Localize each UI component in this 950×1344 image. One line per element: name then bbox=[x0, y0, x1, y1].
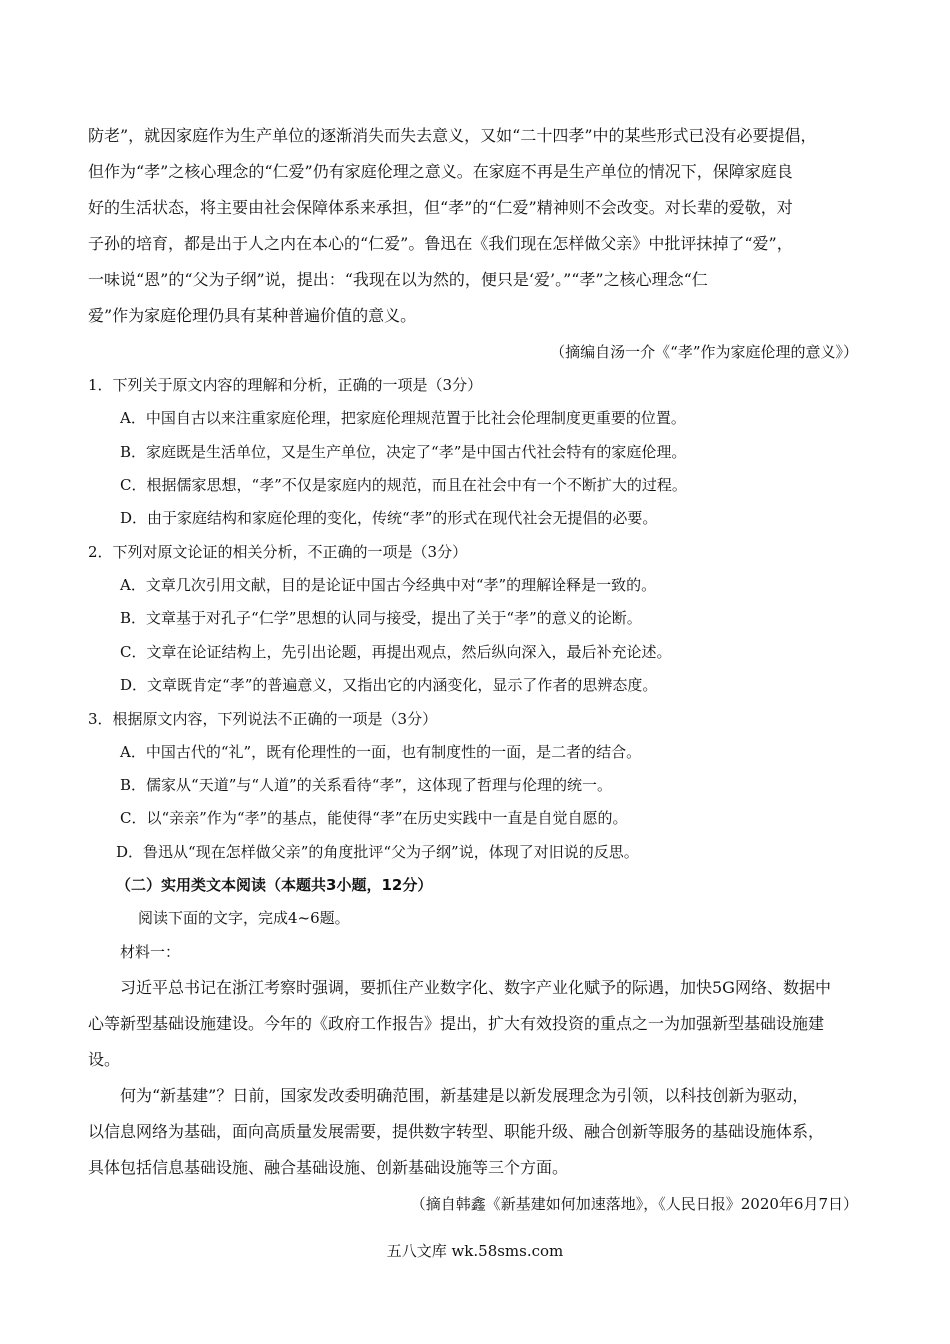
material-paragraph-line: 心等新型基础设施建设。今年的《政府工作报告》提出，扩大有效投资的重点之一为加强新型基础设施建 bbox=[88, 1014, 825, 1033]
question-option: C．根据儒家思想，“孝”不仅是家庭内的规范，而且在社会中有一个不断扩大的过程。 bbox=[120, 476, 687, 494]
question-option: A．中国古代的“礼”，既有伦理性的一面，也有制度性的一面，是二者的结合。 bbox=[120, 743, 642, 761]
question-option: D．鲁迅从“现在怎样做父亲”的角度批评“父为子纲”说，体现了对旧说的反思。 bbox=[116, 843, 639, 861]
passage-line: 子孙的培育，都是出于人之内在本心的“仁爱”。鲁迅在《我们现在怎样做父亲》中批评抹掉了“爱”， bbox=[88, 234, 793, 253]
passage-source: （摘编自汤一介《“孝”作为家庭伦理的意义》） bbox=[550, 343, 858, 361]
question-option: C．文章在论证结构上，先引出论题，再提出观点，然后纵向深入，最后补充论述。 bbox=[120, 643, 672, 661]
question-option: C．以“亲亲”作为“孝”的基点，能使得“孝”在历史实践中一直是自觉自愿的。 bbox=[120, 809, 628, 827]
passage-line: 好的生活状态，将主要由社会保障体系来承担，但“孝”的“仁爱”精神则不会改变。对长辈的爱敬，对 bbox=[88, 198, 793, 217]
question-option: D．文章既肯定“孝”的普遍意义，又指出它的内涵变化，显示了作者的思辨态度。 bbox=[120, 676, 658, 694]
section-heading: （二）实用类文本阅读（本题共3小题，12分） bbox=[116, 876, 433, 894]
material-paragraph-line: 设。 bbox=[88, 1050, 121, 1069]
passage-line: 爱”作为家庭伦理仍具有某种普遍价值的意义。 bbox=[88, 306, 417, 325]
material-paragraph-line: 何为“新基建”？日前，国家发改委明确范围，新基建是以新发展理念为引领，以科技创新为驱动， bbox=[120, 1086, 809, 1105]
question-option: A．中国自古以来注重家庭伦理，把家庭伦理规范置于比社会伦理制度更重要的位置。 bbox=[120, 409, 686, 427]
question-option: B．家庭既是生活单位，又是生产单位，决定了“孝”是中国古代社会特有的家庭伦理。 bbox=[120, 443, 687, 461]
material-paragraph-line: 以信息网络为基础，面向高质量发展需要，提供数字转型、职能升级、融合创新等服务的基础设施体系， bbox=[88, 1122, 825, 1141]
question-option: A．文章几次引用文献，目的是论证中国古今经典中对“孝”的理解诠释是一致的。 bbox=[120, 576, 657, 594]
question-option: B．文章基于对孔子“仁学”思想的认同与接受，提出了关于“孝”的意义的论断。 bbox=[120, 609, 642, 627]
question-stem: 1．下列关于原文内容的理解和分析，正确的一项是（3分） bbox=[88, 376, 483, 394]
passage-line: 但作为“孝”之核心理念的“仁爱”仍有家庭伦理之意义。在家庭不再是生产单位的情况下，保障家庭良 bbox=[88, 162, 793, 181]
question-stem: 3．根据原文内容，下列说法不正确的一项是（3分） bbox=[88, 710, 438, 728]
material-paragraph-line: 习近平总书记在浙江考察时强调，要抓住产业数字化、数字产业化赋予的际遇，加快5G网络、数据中 bbox=[120, 978, 831, 997]
passage-line: 防老”，就因家庭作为生产单位的逐渐消失而失去意义，又如“二十四孝”中的某些形式已没有必要提倡， bbox=[88, 126, 817, 145]
section-instruction: 阅读下面的文字，完成4~6题。 bbox=[138, 909, 350, 927]
material-paragraph-line: 具体包括信息基础设施、融合基础设施、创新基础设施等三个方面。 bbox=[88, 1158, 569, 1177]
passage-line: 一味说“恩”的“父为子纲”说，提出：“我现在以为然的，便只是‘爱’。”“孝”之核心理念“仁 bbox=[88, 270, 708, 289]
footer-site-text: 五八文库 wk.58sms.com bbox=[386, 1242, 564, 1260]
material-label: 材料一： bbox=[120, 943, 181, 961]
question-option: B．儒家从“天道”与“人道”的关系看待“孝”，这体现了哲理与伦理的统一。 bbox=[120, 776, 613, 794]
material-source: （摘自韩鑫《新基建如何加速落地》，《人民日报》2020年6月7日） bbox=[410, 1195, 858, 1213]
question-stem: 2．下列对原文论证的相关分析，不正确的一项是（3分） bbox=[88, 543, 468, 561]
question-option: D．由于家庭结构和家庭伦理的变化，传统“孝”的形式在现代社会无提倡的必要。 bbox=[120, 509, 658, 527]
